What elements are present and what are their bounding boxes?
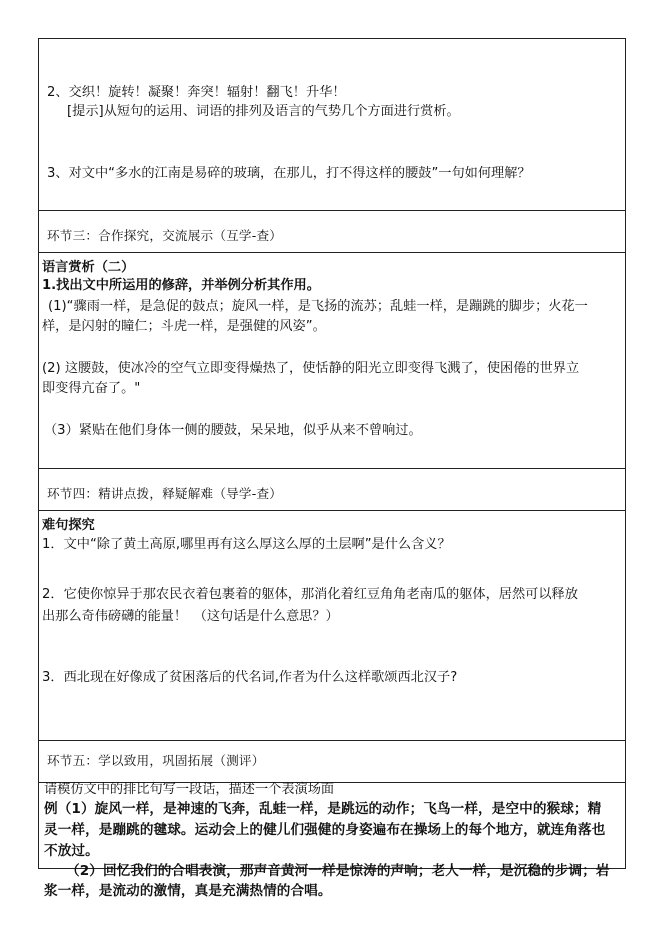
hard-sentences-heading: 难句探究 bbox=[42, 518, 95, 533]
example-2-line-1: （2）回忆我们的合唱表演，那声音黄河一样是惊涛的声响；老人一样，是沉稳的步调；岩 bbox=[66, 863, 610, 879]
analysis-item-3: （3）紧贴在他们身体一侧的腰鼓，呆呆地，似乎从来不曾响过。 bbox=[44, 423, 422, 438]
step-3-row bbox=[39, 211, 625, 253]
hard-question-1: 1．文中“除了黄土高原,哪里再有这么厚这么厚的土层啊”是什么含义？ bbox=[42, 537, 451, 552]
step-4-title: 环节四：精讲点拨，释疑解难（导学-查） bbox=[47, 486, 283, 501]
example-2-line-2: 浆一样，是流动的激情，真是充满热情的合唱。 bbox=[44, 883, 332, 899]
question-2: 2、交织！旋转！凝聚！奔突！辐射！翻飞！升华！ bbox=[47, 85, 346, 100]
practice-prompt: 请模仿文中的排比句写一段话，描述一个表演场面 bbox=[44, 782, 335, 797]
language-analysis-section bbox=[39, 253, 625, 469]
analysis-item-2-line-2: 即变得亢奋了。" bbox=[42, 381, 141, 396]
example-1-line-1: 例（1）旋风一样，是神速的飞奔，乱蛙一样，是跳远的动作；飞鸟一样，是空中的猴球；精 bbox=[44, 801, 602, 817]
practice-section bbox=[39, 782, 625, 899]
example-1-line-2: 灵一样，是蹦跳的毽球。运动会上的健儿们强健的身姿遍布在操场上的每个地方，就连角落也 bbox=[44, 822, 606, 838]
question-3: 3、对文中“多水的江南是易碎的玻璃，在那儿，打不得这样的腰鼓”一句如何理解？ bbox=[47, 166, 531, 181]
hard-sentences-section bbox=[39, 511, 625, 741]
analysis-item-1-line-1: (1)“骤雨一样，是急促的鼓点；旋风一样，是飞扬的流苏；乱蛙一样，是蹦跳的脚步；火花一 bbox=[48, 299, 588, 314]
step-3-title: 环节三：合作探究，交流展示（互学-查） bbox=[47, 228, 283, 243]
analysis-item-1-line-2: 样，是闪射的瞳仁；斗虎一样，是强健的风姿”。 bbox=[42, 319, 326, 334]
question-2-tip: [提示]从短句的运用、词语的排列及语言的气势几个方面进行赏析。 bbox=[67, 104, 460, 119]
analysis-item-2-line-1: (2) 这腰鼓，使冰冷的空气立即变得燥热了，使恬静的阳光立即变得飞溅了，使困倦的世界立 bbox=[42, 361, 580, 376]
language-analysis-task: 1.找出文中所运用的修辞，并举例分析其作用。 bbox=[42, 278, 320, 293]
hard-question-3: 3．西北现在好像成了贫困落后的代名词,作者为什么这样歌颂西北汉子? bbox=[42, 670, 458, 685]
hard-question-2-line-2: 出那么奇伟磅礴的能量！ （这句话是什么意思？） bbox=[42, 609, 339, 624]
worksheet-table bbox=[38, 38, 626, 899]
hard-question-2-line-1: 2．它使你惊异于那农民衣着包裹着的躯体，那消化着红豆角角老南瓜的躯体，居然可以释放 bbox=[42, 587, 578, 602]
language-analysis-heading: 语言赏析（二） bbox=[42, 260, 135, 275]
step-4-row bbox=[39, 469, 625, 511]
questions-section bbox=[39, 39, 625, 211]
example-1-line-3: 不放过。 bbox=[44, 843, 99, 859]
step-5-row bbox=[39, 741, 625, 783]
step-5-title: 环节五：学以致用，巩固拓展（测评） bbox=[47, 753, 265, 768]
